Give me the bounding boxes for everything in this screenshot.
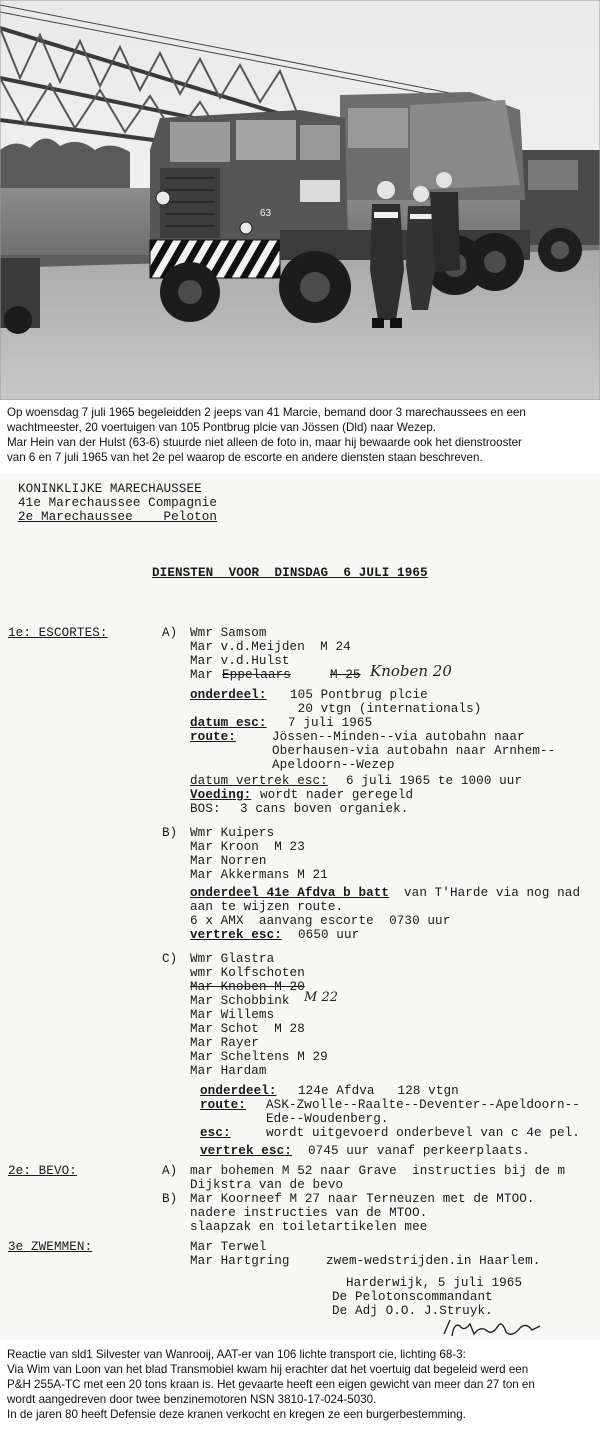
field-label: vertrek esc:: [190, 928, 282, 942]
item-marker: B): [162, 1192, 178, 1206]
field-value: Apeldoorn--Wezep: [272, 758, 395, 772]
item-marker: A): [162, 1164, 178, 1178]
field-label: route:: [200, 1098, 246, 1112]
item-marker: B): [162, 826, 178, 840]
roster-name: Mar Schot M 28: [190, 1022, 305, 1036]
field-value: Oberhausen-via autobahn naar Arnhem--: [272, 744, 556, 758]
truck-number-tag: 63: [260, 208, 272, 219]
section-escortes: 1e: ESCORTES:: [8, 626, 108, 640]
field-label: route:: [190, 730, 236, 744]
roster-name: wmr Kolfschoten: [190, 966, 305, 980]
handwritten-note: M 22: [304, 990, 338, 1005]
item-marker: A): [162, 626, 178, 640]
field-value: wordt uitgevoerd onderbevel van c 4e pel.: [266, 1126, 580, 1140]
roster-name: Mar Willems: [190, 1008, 275, 1022]
roster-name: Mar Rayer: [190, 1036, 259, 1050]
field-value: 0650 uur: [298, 928, 360, 942]
roster-name: Mar Terwel: [190, 1240, 267, 1254]
field-label: Voeding:: [190, 788, 252, 802]
field-label: onderdeel:: [190, 688, 267, 702]
roster-name: Mar Hartgring: [190, 1254, 290, 1268]
roster-name: Wmr Glastra: [190, 952, 275, 966]
caption-line: Via Wim van Loon van het blad Transmobiel kwam hij erachter dat het voertuig dat begeleid werd een: [7, 1363, 529, 1376]
roster-name: Mar Akkermans M 21: [190, 868, 328, 882]
field-label: onderdeel 41e Afdva b batt: [190, 886, 390, 900]
bevo-line: mar bohemen M 52 naar Grave instructies bij de m: [190, 1164, 566, 1178]
field-label: esc:: [200, 1126, 231, 1140]
field-value: 6 juli 1965 te 1000 uur: [346, 774, 523, 788]
field-value: aan te wijzen route.: [190, 900, 344, 914]
field-label: vertrek esc:: [200, 1144, 292, 1158]
roster-name: Wmr Samsom: [190, 626, 267, 640]
bevo-line: slaapzak en toiletartikelen mee: [190, 1220, 428, 1234]
caption-line: van 6 en 7 juli 1965 van het 2e pel waarop de escorte en andere diensten staan beschreven.: [7, 451, 483, 464]
roster-name-struck: Eppelaars: [222, 668, 291, 682]
item-marker: C): [162, 952, 178, 966]
field-value: van T'Harde via nog nad: [404, 886, 581, 900]
doc-header-line: KONINKLIJKE MARECHAUSSEE: [18, 482, 202, 496]
caption-line: Op woensdag 7 juli 1965 begeleidden 2 jeeps van 41 Marcie, bemand door 3 marechaussees en een: [7, 406, 526, 419]
roster-name: Mar Norren: [190, 854, 267, 868]
field-value: Jössen--Minden--via autobahn naar: [272, 730, 525, 744]
doc-title: DIENSTEN VOOR DINSDAG 6 JULI 1965: [152, 566, 428, 580]
field-value: ASK-Zwolle--Raalte--Deventer--Apeldoorn--: [266, 1098, 580, 1112]
bevo-line: Mar Koorneef M 27 naar Terneuzen met de MTOO.: [190, 1192, 535, 1206]
roster-name: Mar Kroon M 23: [190, 840, 305, 854]
roster-name: Mar Hardam: [190, 1064, 267, 1078]
roster-name: Mar Scheltens M 29: [190, 1050, 328, 1064]
caption-line: In de jaren 80 heeft Defensie deze kranen verkocht en kregen ze een burgerbestemming.: [7, 1408, 466, 1421]
closing-line: De Adj O.O. J.Struyk.: [332, 1304, 493, 1318]
crane-truck-photo: [0, 0, 600, 400]
roster-name: Mar: [190, 668, 213, 682]
doc-header-line: 2e Marechaussee Peloton: [18, 510, 218, 524]
closing-line: Harderwijk, 5 juli 1965: [346, 1276, 523, 1290]
section-bevo: 2e: BEVO:: [8, 1164, 77, 1178]
field-value: 20 vtgn (internationals): [290, 702, 482, 716]
handwritten-note: Knoben 20: [370, 662, 452, 680]
photo-caption: [7, 405, 597, 465]
bevo-line: Dijkstra van de bevo: [190, 1178, 344, 1192]
roster-name: Mar v.d.Meijden M 24: [190, 640, 351, 654]
handwritten-signature: [440, 1316, 550, 1340]
duty-roster-document: [0, 474, 600, 1340]
zwemmen-text: zwem-wedstrijden.in Haarlem.: [326, 1254, 541, 1268]
bevo-line: nadere instructies van de MTOO.: [190, 1206, 428, 1220]
section-zwemmen: 3e ZWEMMEN:: [8, 1240, 93, 1254]
roster-number-struck: M 25: [330, 668, 361, 682]
caption-line: wachtmeester, 20 voertuigen van 105 Pontbrug plcie van Jössen (Dld) naar Wezep.: [7, 421, 436, 434]
field-value: 105 Pontbrug plcie: [290, 688, 428, 702]
doc-header-line: 41e Marechaussee Compagnie: [18, 496, 218, 510]
roster-name: Mar Schobbink: [190, 994, 290, 1008]
field-value: 0745 uur vanaf perkeerplaats.: [308, 1144, 531, 1158]
caption-line: Reactie van sld1 Silvester van Wanrooij, AAT-er van 106 lichte transport cie, lichting 68-3:: [7, 1348, 466, 1361]
caption-line: Mar Hein van der Hulst (63-6) stuurde niet alleen de foto in, maar hij bewaarde ook het dienstrooster: [7, 436, 522, 449]
field-value: Ede--Woudenberg.: [266, 1112, 389, 1126]
closing-line: De Pelotonscommandant: [332, 1290, 493, 1304]
field-value: 7 juli 1965: [288, 716, 373, 730]
field-value: 3 cans boven organiek.: [240, 802, 409, 816]
field-value: 124e Afdva 128 vtgn: [298, 1084, 459, 1098]
field-value: wordt nader geregeld: [260, 788, 414, 802]
field-label: datum vertrek esc:: [190, 774, 328, 788]
roster-name: Mar v.d.Hulst: [190, 654, 290, 668]
roster-name-struck: Mar Knoben M 20: [190, 980, 305, 994]
field-value: 6 x AMX aanvang escorte 0730 uur: [190, 914, 451, 928]
field-label: datum esc:: [190, 716, 267, 730]
caption-line: P&H 255A-TC met een 20 tons kraan is. Het gevaarte heeft een eigen gewicht van meer dan 27 ton en: [7, 1378, 535, 1391]
field-label: onderdeel:: [200, 1084, 277, 1098]
caption-line: wordt aangedreven door twee benzinemotoren NSN 3810-17-024-5030.: [7, 1393, 377, 1406]
roster-name: Wmr Kuipers: [190, 826, 275, 840]
field-label: BOS:: [190, 802, 221, 816]
reaction-caption: [7, 1347, 597, 1422]
